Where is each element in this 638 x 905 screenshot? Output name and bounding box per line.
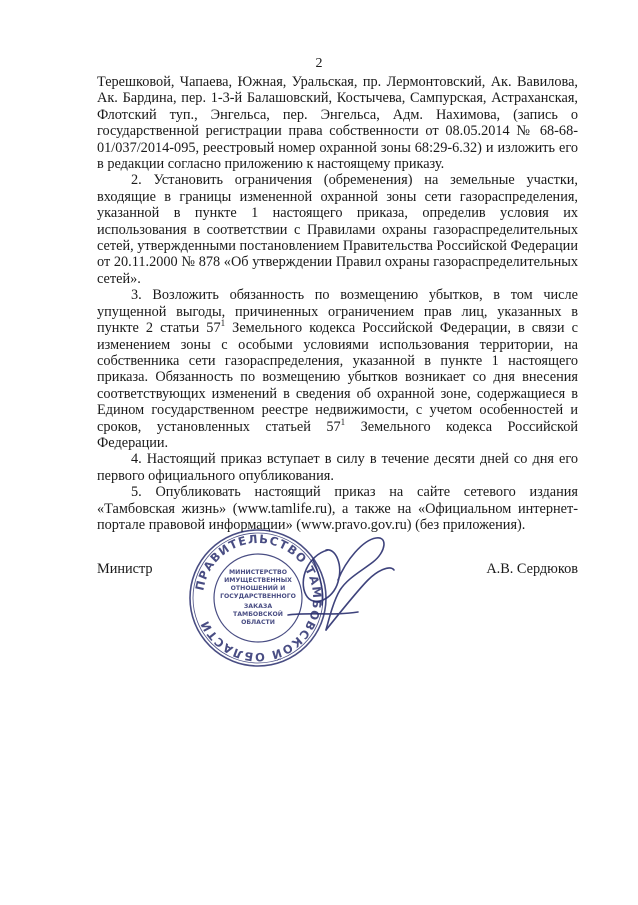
paragraph-4: 4. Настоящий приказ вступает в силу в течение десяти дней со дня его первого официального опубликования. bbox=[97, 451, 578, 484]
paragraph-2: 2. Установить ограничения (обременения) на земельные участки, входящие в границы измененной охранной зоны сети газораспределения, указанной в пункте 1 настоящего приказа, определив условия их использования в соответствии с Правилами охраны газораспределительных сетей, утвержденными постановлением Правительства Российской Федерации от 20.11.2000 № 878 «Об утверждении Правил охраны газораспределительных сетей». bbox=[97, 172, 578, 287]
page-number: 2 bbox=[315, 56, 323, 71]
stamp-line-2: ИМУЩЕСТВЕННЫХ bbox=[224, 577, 292, 584]
stamp-line-5: ЗАКАЗА bbox=[243, 603, 273, 610]
superscript-1: 1 bbox=[220, 318, 226, 329]
paragraph-3-part-2: Земельного кодекса Российской Федерации, в связи с изменением зоны с особыми условиями использования территории, на собственника сети газораспределения, указанной в пункте 1 настоящего приказа. Обязанность по возмещению убытков возникает со дня внесения соответствующих изменений в сведения об охранной зоне, содержащиеся в Едином государственном реестре недвижимости, с учетом особенностей и сроков, установленных статьей 57 bbox=[97, 320, 578, 435]
superscript-2: 1 bbox=[340, 416, 346, 427]
signatory-name: А.В. Сердюков bbox=[486, 561, 578, 577]
stamp-outer-text: ПРАВИТЕЛЬСТВО ТАМБОВСКОЙ ОБЛАСТИ bbox=[192, 531, 325, 665]
document-body bbox=[97, 74, 578, 533]
paragraph-3-part-1: 3. Возложить обязанность по возмещению убытков, в том числе упущенной выгоды, причиненных ограничением прав лиц, указанных в пункте 2 статьи 57 bbox=[97, 287, 578, 337]
stamp-line-6: ТАМБОВСКОЙ bbox=[233, 611, 283, 618]
paragraph-5: 5. Опубликовать настоящий приказ на сайте сетевого издания «Тамбовская жизнь» (www.tamlife.ru), а также на «Официальном интернет-портале правовой информации» (www.pravo.gov.ru) (без приложения). bbox=[97, 484, 578, 533]
stamp-line-3: ОТНОШЕНИЙ И bbox=[230, 585, 286, 592]
stamp-line-4: ГОСУДАРСТВЕННОГО bbox=[220, 593, 296, 600]
signatory-position: Министр bbox=[97, 561, 153, 577]
paragraph-1-continuation: Терешковой, Чапаева, Южная, Уральская, пр. Лермонтовский, Ак. Вавилова, Ак. Бардина, пер. 1-3-й Балашовский, Костычева, Сампурская, Астраханская, Флотский туп., Энгельса, пер. Энгельса, Адм. Нахимова, (запись о государственной регистрации права собственности от 08.05.2014 № 68-68-01/037/2014-095, реестровый номер охранной зоны 68:29-6.32) и изложить его в редакции согласно приложению к настоящему приказу. bbox=[97, 74, 578, 173]
paragraph-3 bbox=[97, 287, 578, 451]
paragraph-3-part-3: Земельного кодекса Российской Федерации. bbox=[97, 418, 578, 451]
stamp-line-7: ОБЛАСТИ bbox=[241, 619, 275, 626]
stamp-line-1: МИНИСТЕРСТВО bbox=[229, 569, 287, 576]
signature-block bbox=[97, 561, 578, 581]
